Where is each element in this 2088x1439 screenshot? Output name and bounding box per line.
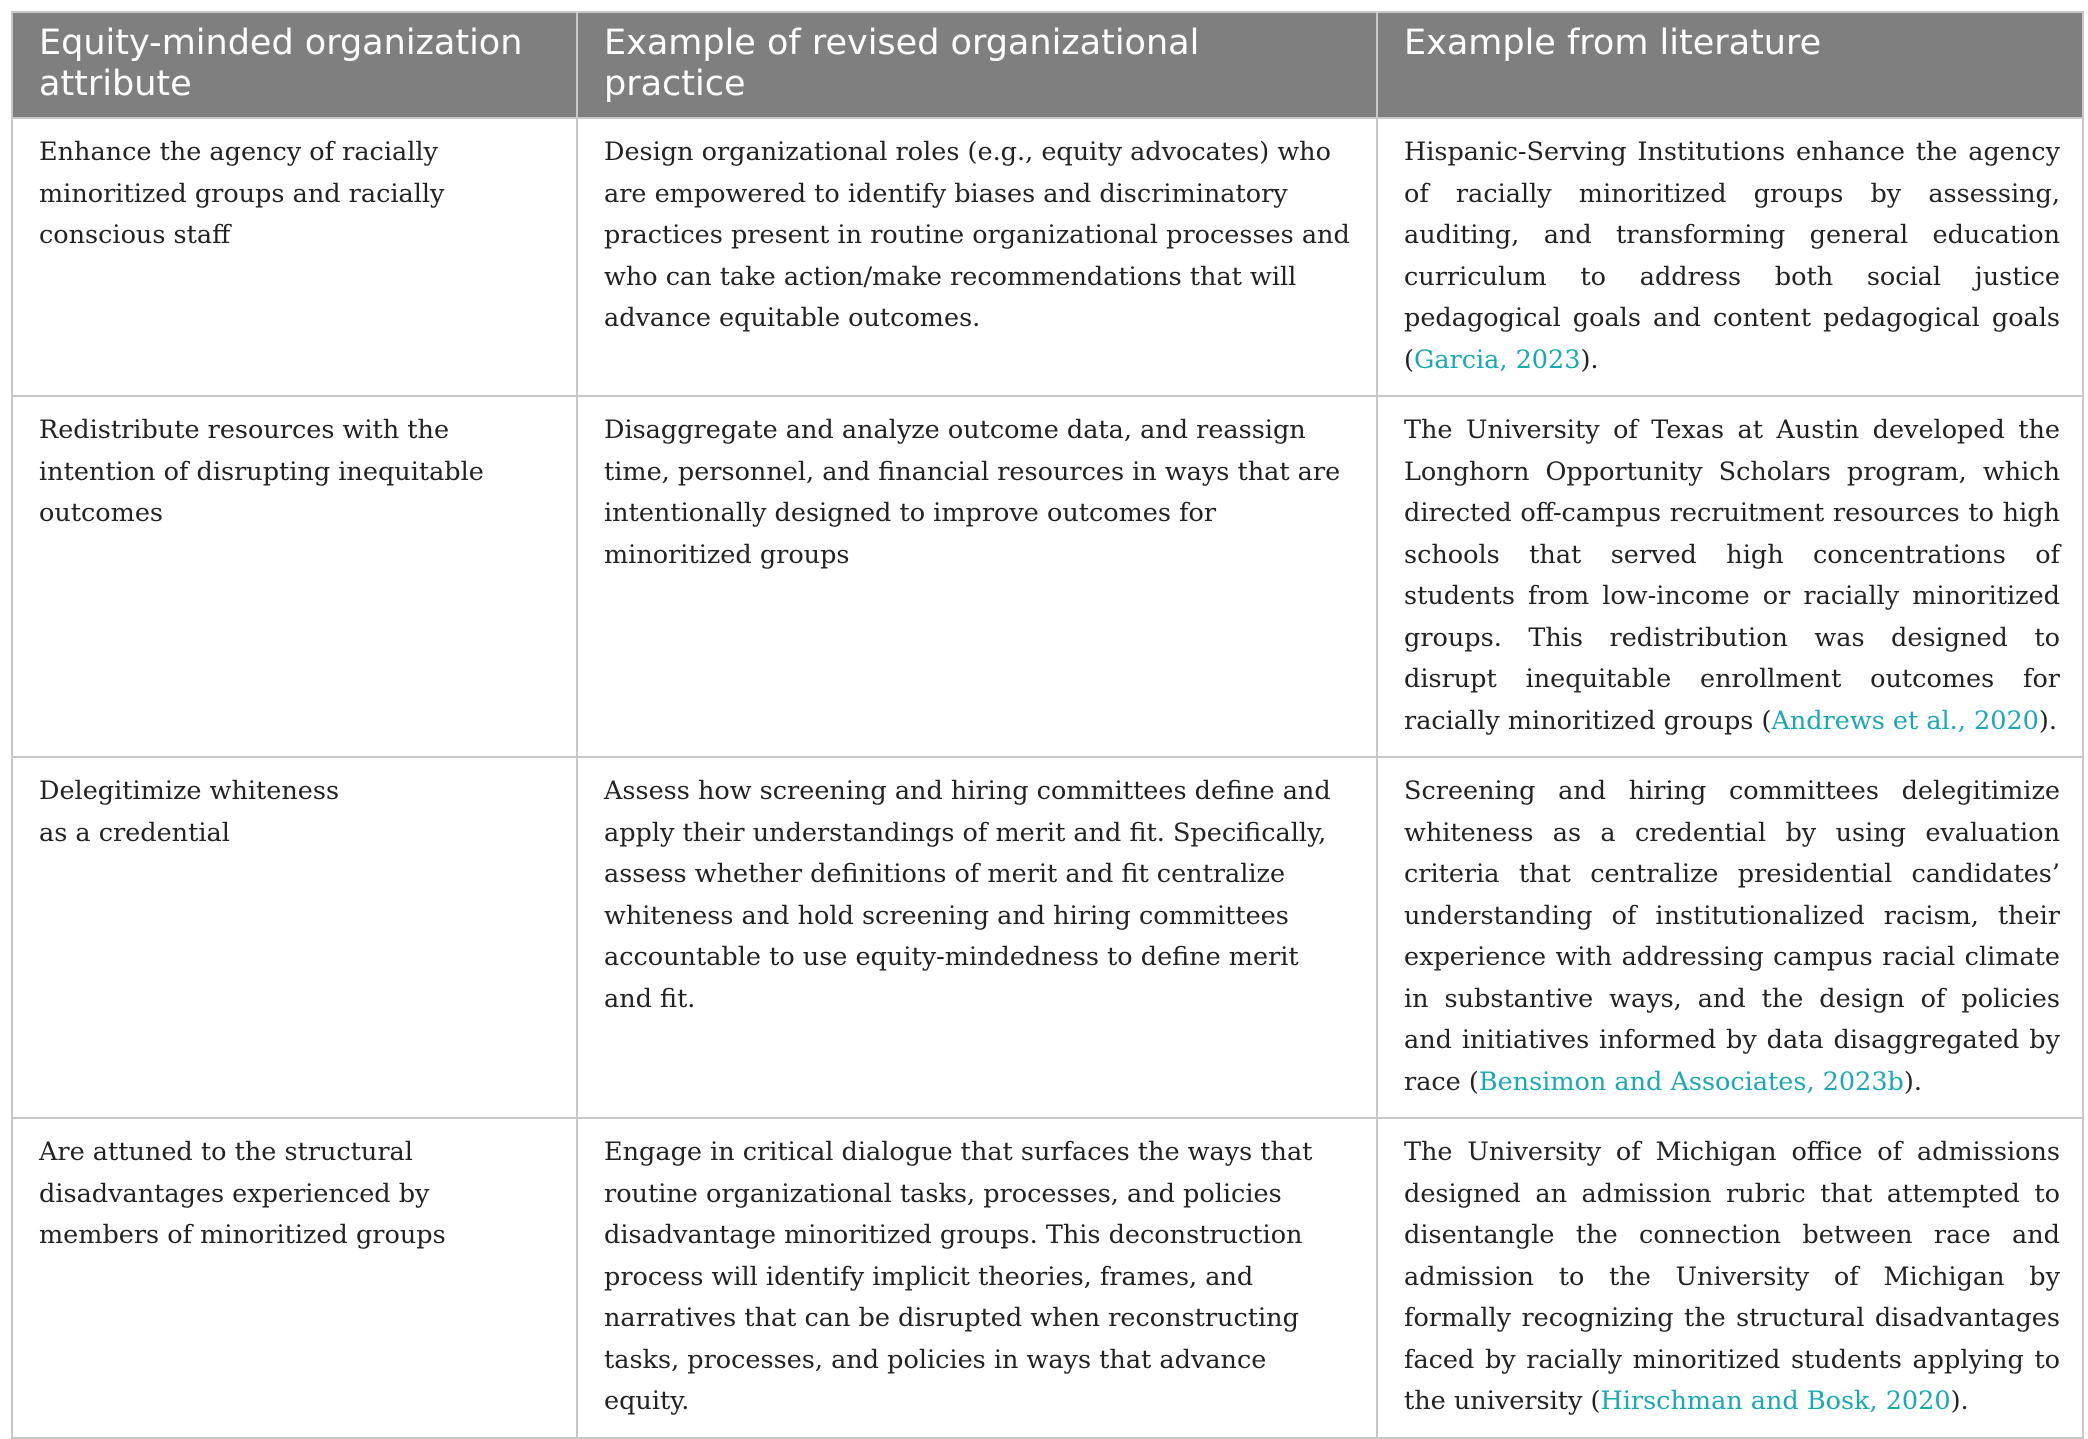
practice-cell: Engage in critical dialogue that surfaces the ways that routine organizational tasks, processes, and policies disadvantage minoritized groups. This deconstruction process will identify implicit theories, frames, and narratives that can be disrupted when reconstructing tasks, processes, and policies in ways that advance equity. bbox=[577, 1118, 1377, 1438]
attribute-cell: Are attuned to the structural disadvantages experienced by members of minoritized groups bbox=[12, 1118, 577, 1438]
citation-link[interactable]: Hirschman and Bosk, 2020 bbox=[1600, 1386, 1951, 1416]
literature-text: The University of Michigan office of admissions designed an admission rubric that attempted to disentangle the connection between race and admission to the University of Michigan by formally recognizing the structural disadvantages faced by racially minoritized students applying to the university ( bbox=[1404, 1137, 2060, 1416]
table-row bbox=[12, 118, 2083, 396]
literature-text-end: ). bbox=[1580, 344, 1599, 375]
header-practice: Example of revised organizational practice bbox=[577, 12, 1377, 118]
literature-text: The University of Texas at Austin developed the Longhorn Opportunity Scholars program, which directed off-campus recruitment resources to high schools that served high concentrations of students from low-income or racially minoritized groups. This redistribution was designed to disrupt inequitable enrollment outcomes for racially minoritized groups ( bbox=[1404, 415, 2060, 736]
attribute-cell: Redistribute resources with the intention of disrupting inequitable outcomes bbox=[12, 396, 577, 757]
attribute-cell: Enhance the agency of racially minoritized groups and racially conscious staff bbox=[12, 118, 577, 396]
practice-cell: Design organizational roles (e.g., equity advocates) who are empowered to identify biases and discriminatory practices present in routine organizational processes and who can take action/make recommendations that will advance equitable outcomes. bbox=[577, 118, 1377, 396]
citation-link[interactable]: Bensimon and Associates, 2023b bbox=[1478, 1066, 1904, 1097]
literature-text-end: ). bbox=[1950, 1386, 1969, 1416]
table-row bbox=[12, 1118, 2083, 1438]
table-header-row bbox=[12, 12, 2083, 118]
literature-cell bbox=[1377, 757, 2083, 1118]
literature-text-end: ). bbox=[1903, 1066, 1922, 1097]
citation-link[interactable]: Garcia, 2023 bbox=[1413, 344, 1581, 375]
equity-minded-organization-table bbox=[11, 11, 2084, 1439]
attribute-cell: Delegitimize whiteness as a credential bbox=[12, 757, 577, 1118]
practice-cell: Disaggregate and analyze outcome data, and reassign time, personnel, and financial resources in ways that are intentionally designed to improve outcomes for minoritized groups bbox=[577, 396, 1377, 757]
literature-cell bbox=[1377, 396, 2083, 757]
literature-text: Screening and hiring committees delegitimize whiteness as a credential by using evaluation criteria that centralize presidential candidates’ understanding of institutionalized racism, their experience with addressing campus racial climate in substantive ways, and the design of policies and initiatives informed by data disaggregated by race ( bbox=[1404, 776, 2060, 1097]
literature-cell bbox=[1377, 1118, 2083, 1438]
header-literature: Example from literature bbox=[1377, 12, 2083, 118]
table-row bbox=[12, 396, 2083, 757]
equity-table-container bbox=[11, 11, 2082, 1439]
citation-link[interactable]: Andrews et al., 2020 bbox=[1771, 705, 2039, 736]
literature-text-end: ). bbox=[2038, 705, 2057, 736]
table-row bbox=[12, 757, 2083, 1118]
practice-cell: Assess how screening and hiring committees define and apply their understandings of merit and fit. Specifically, assess whether definitions of merit and fit centralize whiteness and hold screening and hiring committees accountable to use equity-mindedness to define merit and fit. bbox=[577, 757, 1377, 1118]
literature-cell bbox=[1377, 118, 2083, 396]
header-attribute: Equity-minded organization attribute bbox=[12, 12, 577, 118]
literature-text: Hispanic-Serving Institutions enhance the agency of racially minoritized groups by assessing, auditing, and transforming general education curriculum to address both social justice pedagogical goals and content pedagogical goals ( bbox=[1404, 137, 2060, 375]
